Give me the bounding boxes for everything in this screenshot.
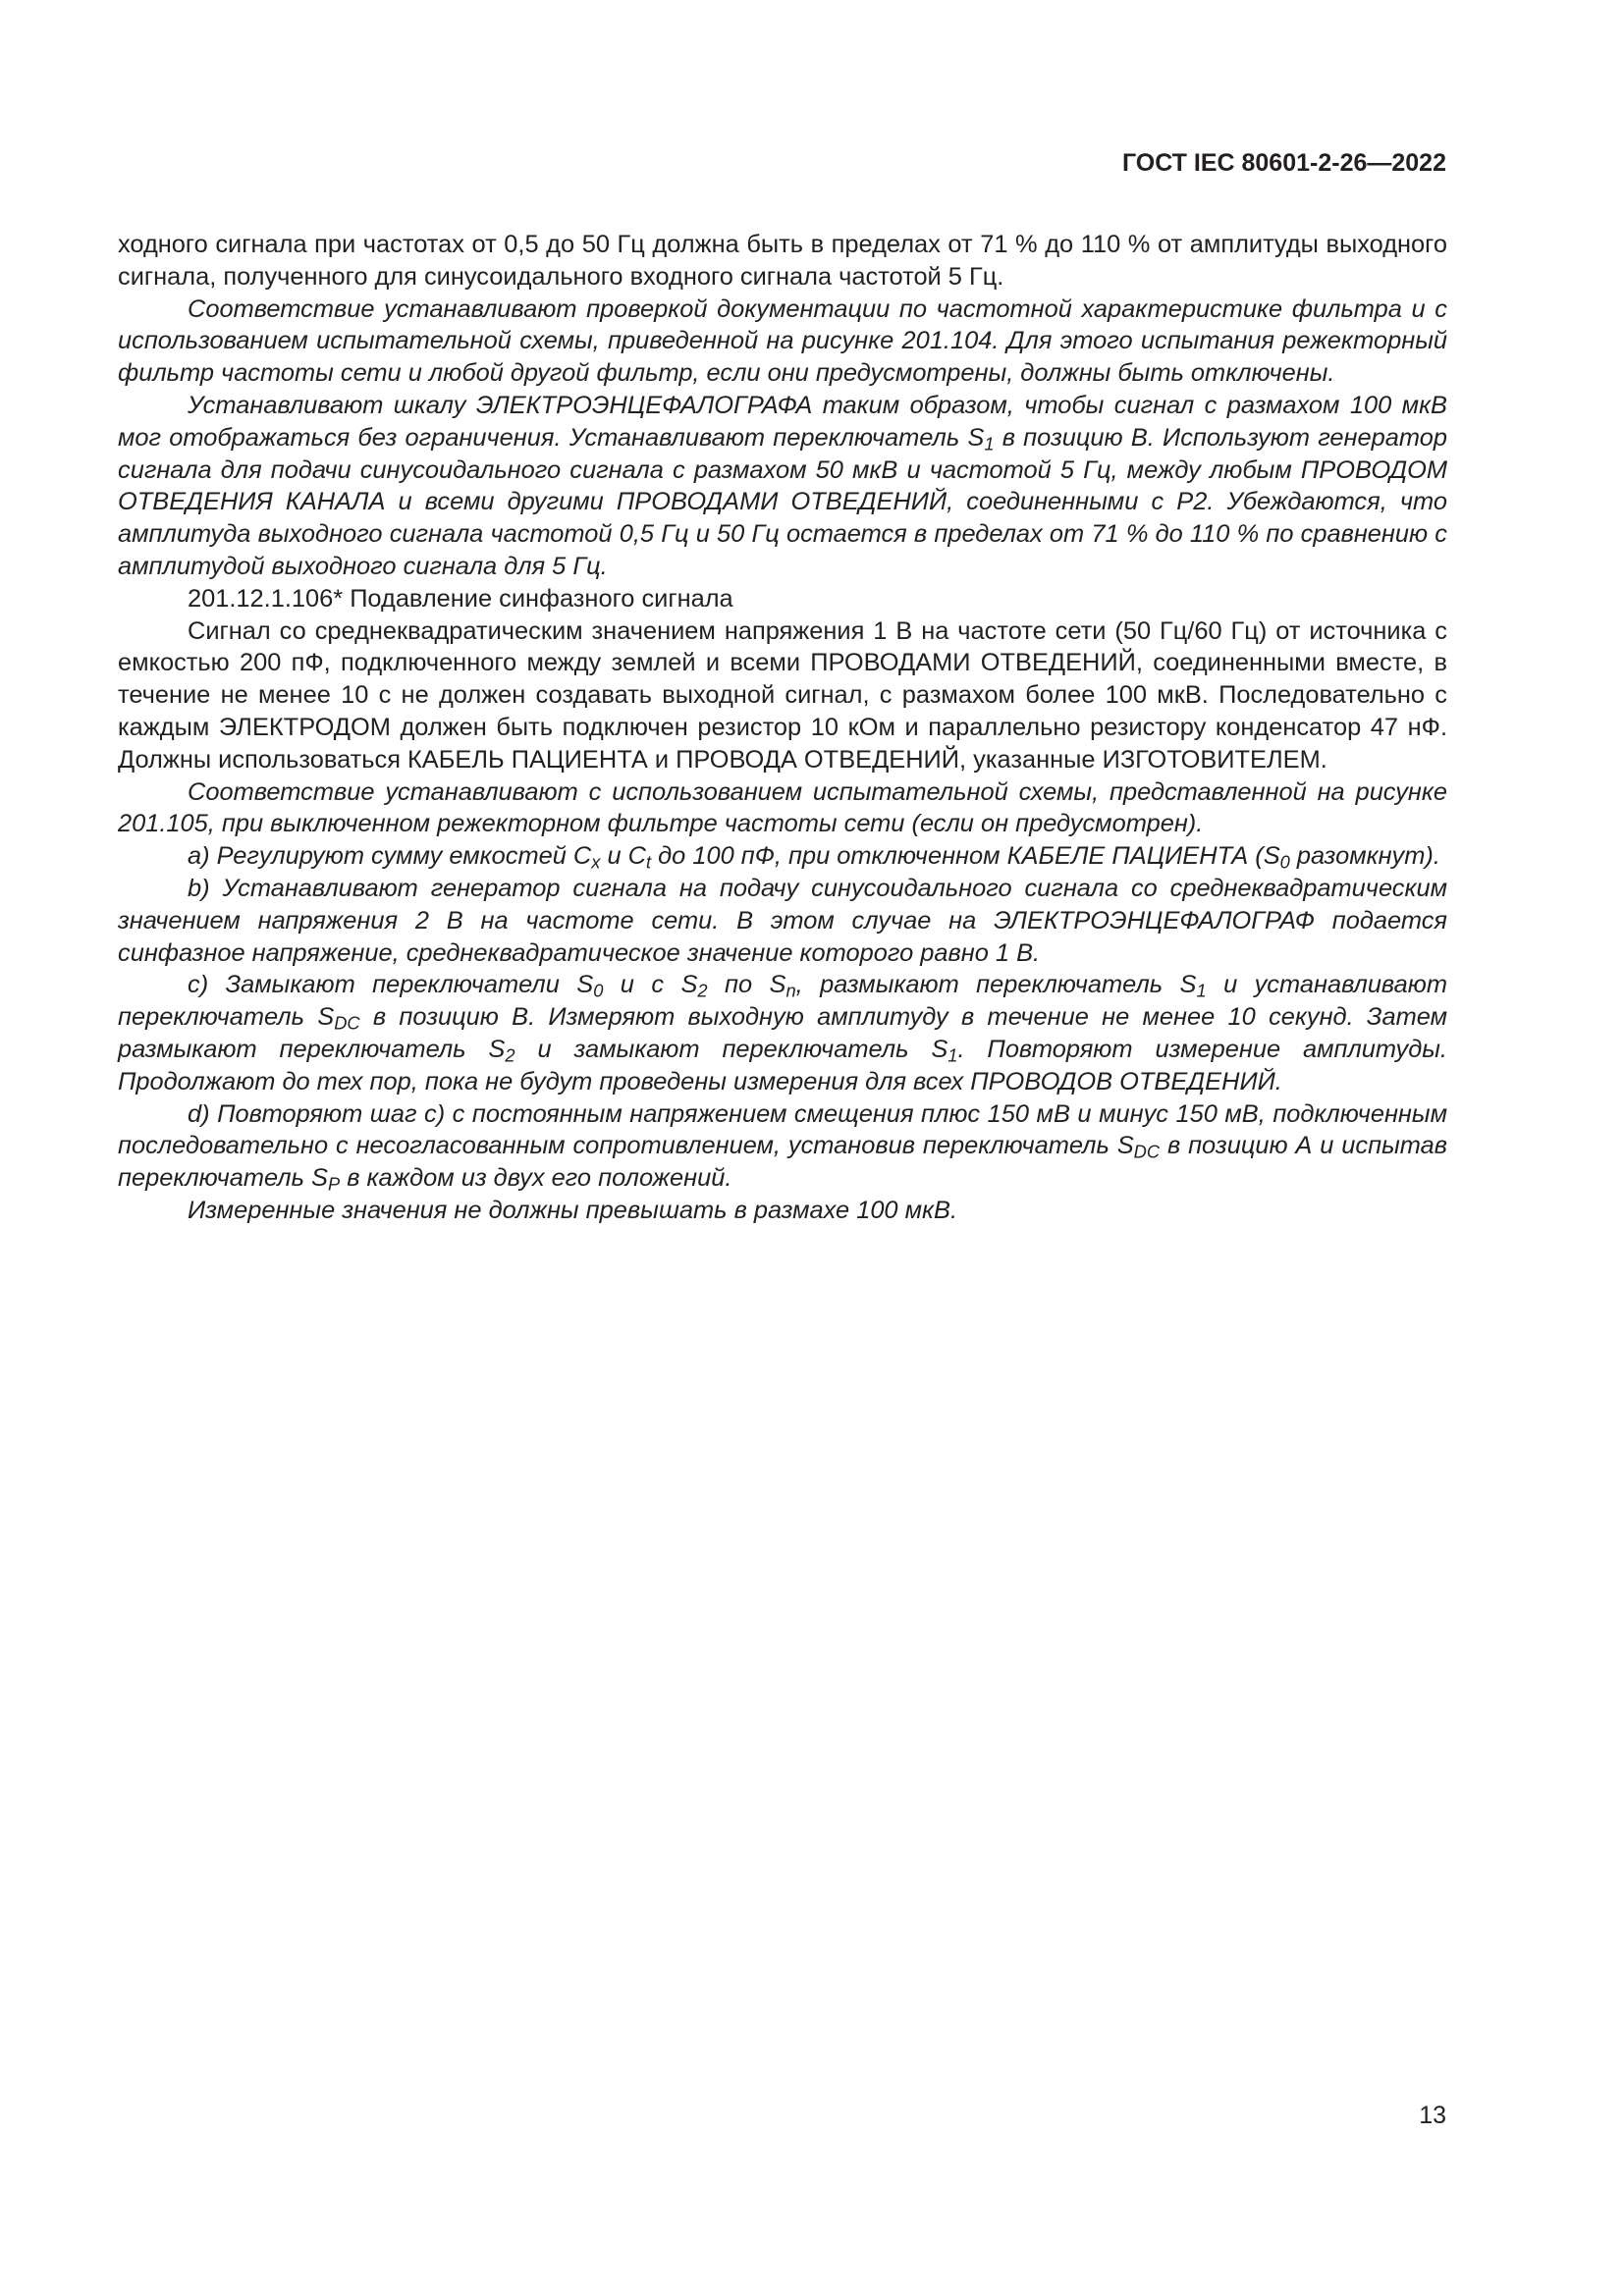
text-span: c) Замыкают переключатели S <box>188 971 594 999</box>
list-item <box>118 969 1447 1097</box>
paragraph: Сигнал со среднеквадратическим значением напряжения 1 В на частоте сети (50 Гц/60 Гц) от источника с емкостью 200 пФ, подключенного между землей и всеми ПРОВОДАМИ ОТВЕДЕНИЙ, соединенными вместе, в течение не менее 10 с не должен создавать выходной сигнал, с размахом более 100 мкВ. Последовательно с каждым ЭЛЕКТРОДОМ должен быть подключен резистор 10 кОм и параллельно резистору конденсатор 47 нФ. Должны использоваться КАБЕЛЬ ПАЦИЕНТА и ПРОВОДА ОТВЕДЕНИЙ, указанные ИЗГОТОВИТЕЛЕМ. <box>118 616 1447 774</box>
subscript: P <box>327 1173 341 1195</box>
text-span: . Повторяют измерение амплитуды. Продолжают до тех пор, пока не будут проведены измерения для всех ПРОВОДОВ ОТВЕДЕНИЙ. <box>118 1035 1447 1095</box>
paragraph: ходного сигнала при частотах от 0,5 до 50 Гц должна быть в пределах от 71 % до 110 % от амплитуды выходного сигнала, полученного для синусоидального входного сигнала частотой 5 Гц. <box>118 231 1447 291</box>
subscript: n <box>785 980 796 1001</box>
text-span: в позицию А и испытав переключатель S <box>118 1132 1447 1193</box>
document-header: ГОСТ IEC 80601-2-26—2022 <box>1121 149 1446 177</box>
text-span: по S <box>707 971 786 999</box>
subscript: 2 <box>505 1044 515 1066</box>
subscript: 2 <box>697 980 708 1001</box>
subscript: 0 <box>593 980 604 1001</box>
text-span: и устанавливают переключатель S <box>118 971 1447 1032</box>
subscript: 1 <box>947 1044 958 1066</box>
text-span: d) Повторяют шаг c) с постоянным напряжением смещения плюс 150 мВ и минус 150 мВ, подключенным последовательно с несогласованным сопротивлением, установив переключатель S <box>118 1099 1447 1160</box>
text-span: и C <box>600 842 646 871</box>
text-span: и замыкают переключатель S <box>514 1035 948 1063</box>
text-span: , размыкают переключатель S <box>795 971 1197 999</box>
text-span: a) Регулируют сумму емкостей C <box>188 842 592 871</box>
subscript: DC <box>334 1012 360 1034</box>
section-heading: 201.12.1.106* Подавление синфазного сигнала <box>188 584 733 613</box>
document-body <box>118 229 1447 1227</box>
text-span: в позицию В. Используют генератор сигнала для подачи синусоидального сигнала с размахом 50 мкВ и частотой 5 Гц, между любым ПРОВОДОМ ОТВЕДЕНИЯ КАНАЛА и всеми другими ПРОВОДАМИ ОТВЕДЕНИЙ, соединенными с Р2. Убеждаются, что амплитуда выходного сигнала частотой 0,5 Гц и 50 Гц остается в пределах от 71 % до 110 % по сравнению с амплитудой выходного сигнала для 5 Гц. <box>118 423 1447 580</box>
text-span: и с S <box>603 971 698 999</box>
paragraph: Соответствие устанавливают проверкой документации по частотной характеристике фильтра и с использованием испытательной схемы, приведенной на рисунке 201.104. Для этого испытания режекторный фильтр частоты сети и любой другой фильтр, если они предусмотрены, должны быть отключены. <box>118 294 1447 388</box>
text-span: Устанавливают шкалу ЭЛЕКТРОЭНЦЕФАЛОГРАФА таким образом, чтобы сигнал с размахом 100 мкВ мог отображаться без ограничения. Устанавливают переключатель S <box>118 391 1447 452</box>
paragraph: Соответствие устанавливают с использованием испытательной схемы, представленной на рисунке 201.105, при выключенном режекторном фильтре частоты сети (если он предусмотрен). <box>118 777 1447 838</box>
subscript: 0 <box>1279 851 1290 873</box>
text-span: до 100 пФ, при отключенном КАБЕЛЕ ПАЦИЕНТА (S <box>651 842 1280 871</box>
list-item <box>118 1098 1447 1195</box>
subscript: 1 <box>1196 980 1207 1001</box>
text-span: в каждом из двух его положений. <box>340 1164 732 1193</box>
list-item: b) Устанавливают генератор сигнала на подачу синусоидального сигнала со среднеквадратическим значением напряжения 2 В на частоте сети. В этом случае на ЭЛЕКТРОЭНЦЕФАЛОГРАФ подается синфазное напряжение, среднеквадратическое значение которого равно 1 В. <box>118 874 1447 967</box>
text-span: разомкнут). <box>1289 842 1440 871</box>
subscript: t <box>645 851 652 873</box>
subscript: DC <box>1133 1141 1161 1162</box>
subscript: 1 <box>984 433 995 454</box>
paragraph <box>118 390 1447 583</box>
paragraph: Измеренные значения не должны превышать в размахе 100 мкВ. <box>188 1196 957 1224</box>
page-number: 13 <box>1419 2102 1446 2129</box>
text-span: в позицию В. Измеряют выходную амплитуду в течение не менее 10 секунд. Затем размыкают переключатель S <box>118 1003 1448 1063</box>
subscript: x <box>591 851 601 873</box>
list-item <box>118 840 1447 873</box>
